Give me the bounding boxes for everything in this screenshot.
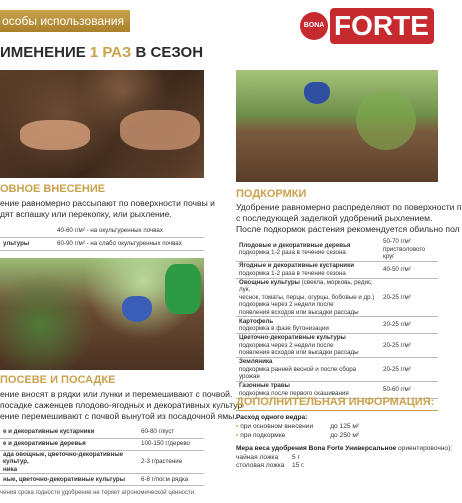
consumption-row <box>236 432 359 441</box>
glove-shape <box>304 82 330 104</box>
brand-logo <box>300 4 434 48</box>
main-application-table <box>0 225 204 251</box>
cell-desc: подкормка ранней весной и после сбора урожая <box>239 365 357 380</box>
page-title <box>0 44 203 61</box>
cell-name-extra: (свекла, морковь, редис, лук, <box>239 278 373 293</box>
table-cell-value: 20-25 г/м² <box>380 317 438 334</box>
planting-table <box>0 426 204 486</box>
measure-label: столовая ложка <box>236 462 285 469</box>
cell-desc: подкормка через 2 недели после <box>239 341 334 349</box>
table-cell-value: 50-60 г/м² <box>380 381 438 398</box>
table-row <box>236 334 438 358</box>
cell-desc: подкормка через 2 недели после <box>239 301 334 308</box>
table-cell-label <box>0 450 138 474</box>
consumption-title-text: Расход одного ведра: <box>236 414 308 421</box>
cell-name: Газонные травы <box>239 382 290 389</box>
measure-value: 15 г. <box>292 462 305 469</box>
cell-desc: подкормка 1-2 раза в течение сезона <box>239 249 346 257</box>
measure-title <box>236 445 452 454</box>
table-cell-label <box>0 225 54 238</box>
table-cell-label: ультуры <box>0 238 54 251</box>
consumption-title <box>236 414 307 423</box>
planting-photo <box>0 258 204 370</box>
feeding-text-1: Удобрение равномерно распределяют по поверхности п <box>236 202 462 212</box>
planting-title: ПОСЕВЕ И ПОСАДКЕ <box>0 374 116 386</box>
table-cell-value <box>380 238 438 261</box>
table-cell-value: 100-150 г/дерево <box>138 438 204 450</box>
table-row <box>236 278 438 317</box>
table-cell-value: 2-3 г/растение <box>138 450 204 474</box>
planting-text-3: ение перемешивают с почвой вынутой из посадочной ямы. <box>0 411 237 421</box>
cell-name: Плодовые и декоративные деревья <box>239 241 351 249</box>
table-row <box>0 438 204 450</box>
section-tab: особы использования <box>0 10 130 32</box>
table-cell-label <box>236 334 380 358</box>
table-row <box>0 225 204 238</box>
table-cell-value: 60-80 г/куст <box>138 426 204 438</box>
table-cell-value: 40-60 г/м² - на окультуренных почвах <box>54 225 204 238</box>
table-row <box>236 261 438 278</box>
title-suffix: В СЕЗОН <box>131 44 204 61</box>
table-cell-value: 40-50 г/м² <box>380 261 438 278</box>
table-cell-label <box>236 278 380 317</box>
consumption-label: при основном внесении <box>240 423 314 430</box>
feeding-table <box>236 238 438 399</box>
hand-shape-2 <box>120 110 200 150</box>
table-cell-label <box>236 317 380 334</box>
plant-shape <box>356 90 416 150</box>
footer-note: чения срока годности удобрение не теряет агрономической ценности. <box>0 490 196 496</box>
table-cell-label <box>236 261 380 278</box>
cell-desc: подкормка в фазе бутонизации <box>239 325 329 332</box>
table-cell-label <box>236 238 380 261</box>
cell-line: пристволового круг <box>383 245 426 260</box>
measure-value: 5 г <box>292 454 300 461</box>
cell-name: Земляника <box>239 358 273 365</box>
measure-title-suffix: ориентировочно): <box>396 445 453 452</box>
measure-title-text: Мера веса удобрения Bona Forte Универсальное <box>236 445 397 452</box>
consumption-label: при подкормке <box>240 432 286 439</box>
table-cell-label: е и декоративные деревья <box>0 438 138 450</box>
bullet-icon: ▪ <box>236 432 239 439</box>
main-application-title: ОВНОЕ ВНЕСЕНИЕ <box>0 183 106 195</box>
consumption-value: до 250 м² <box>330 432 360 439</box>
title-prefix: ИМЕНЕНИЕ <box>0 44 90 61</box>
cell-line: ника <box>3 465 18 473</box>
cell-desc: появления всходов или высадки рассады <box>239 308 359 316</box>
cell-line: 50-70 г/м² <box>383 238 411 245</box>
watering-can <box>165 264 201 314</box>
planting-glove <box>122 296 152 322</box>
info-title: ДОПОЛНИТЕЛЬНАЯ ИНФОРМАЦИЯ: <box>236 396 435 408</box>
table-row <box>0 238 204 251</box>
consumption-value: до 125 м² <box>330 423 360 430</box>
table-cell-value: 20-25 г/м² <box>380 358 438 382</box>
cell-line: ада овощные, цветочно-декоративные культур, <box>3 450 124 465</box>
cell-desc: подкормка после первого скашивания <box>239 389 349 397</box>
main-application-text-1: ение равномерно рассыпают по поверхности почвы и <box>0 198 215 208</box>
info-divider <box>236 410 438 411</box>
consumption-row <box>236 423 359 432</box>
table-row <box>236 238 438 261</box>
table-cell-label <box>236 358 380 382</box>
table-cell-value: 20-25 г/м² <box>380 334 438 358</box>
feeding-title: ПОДКОРМКИ <box>236 188 307 200</box>
table-cell-value: 6-8 г/пог.м рядка <box>138 474 204 486</box>
cell-desc: появления всходов или высадки рассады <box>239 349 359 357</box>
table-cell-value: 20-25 г/м² <box>380 278 438 317</box>
measure-label: чайная ложка <box>236 454 279 461</box>
table-row <box>236 317 438 334</box>
feeding-text-3: После подкормок растения рекомендуется обильно пол <box>236 224 460 234</box>
garden-photo <box>236 70 438 182</box>
table-cell-label: ные, цветочно-декоративные культуры <box>0 474 138 486</box>
logo-word: FORTE <box>330 8 434 44</box>
table-cell-label: е и декоративные кустарники <box>0 426 138 438</box>
logo-badge: BONA <box>300 12 328 40</box>
planting-text-2: посадке саженцев плодово-ягодных и декоративных культур <box>0 400 243 410</box>
bullet-icon: ▪ <box>236 423 239 430</box>
table-row <box>0 450 204 474</box>
soil-photo <box>0 70 204 178</box>
cell-name: Овощные культуры <box>239 278 300 286</box>
planting-text-1: ение вносят в рядки или лунки и перемешивают с почвой. <box>0 389 233 399</box>
feeding-text-2: с последующей заделкой удобрений рыхлением. <box>236 213 433 223</box>
cell-desc: чеснок, томаты, перцы, огурцы, бобовые и др.) <box>239 293 375 301</box>
cell-name: Цветочно-декоративные культуры <box>239 334 346 342</box>
cell-desc: подкормка 1-2 раза в течение сезона <box>239 269 346 277</box>
cell-name: Ягодные и декоративные кустарники <box>239 262 354 269</box>
measure-row <box>236 462 305 471</box>
main-application-text-2: дят вспашку или перекопку, или рыхление. <box>0 209 172 219</box>
table-row <box>236 358 438 382</box>
hand-shape <box>20 120 90 150</box>
title-accent: 1 РАЗ <box>89 44 132 61</box>
table-row <box>0 474 204 486</box>
table-row <box>0 426 204 438</box>
cell-name: Картофель <box>239 317 274 325</box>
table-cell-value: 60-90 г/м² - на слабо окультуренных почвах <box>54 238 204 251</box>
